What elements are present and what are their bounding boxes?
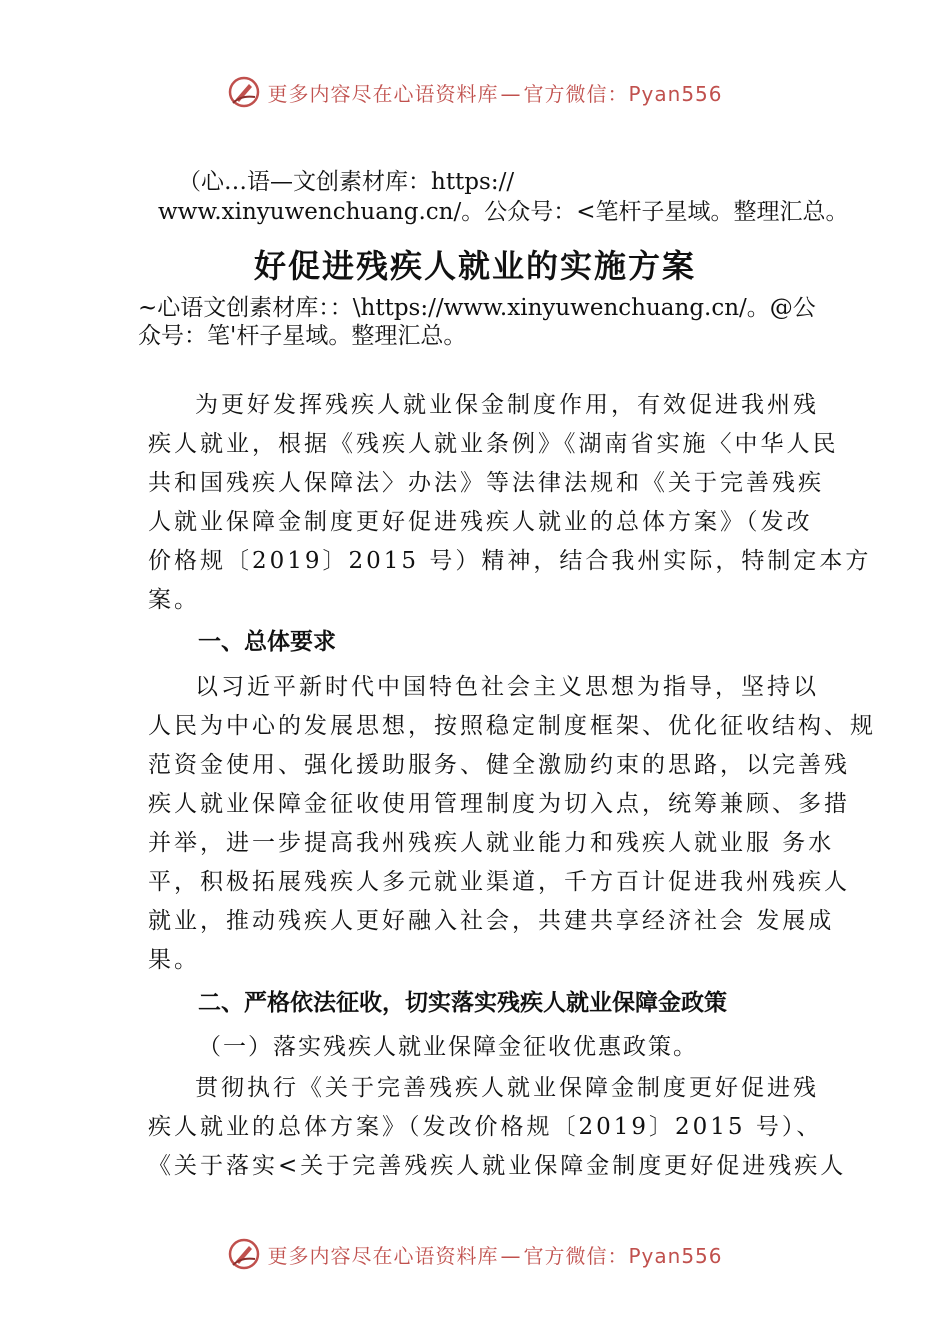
library-logo-icon	[227, 1237, 261, 1271]
paragraph2-line: 人民为中心的发展思想，按照稳定制度框架、优化征收结构、规	[148, 713, 876, 739]
banner-text	[267, 1240, 722, 1269]
banner-wechat-id: Pyan556	[628, 1243, 723, 1268]
paragraph3-line: 疾人就业的总体方案》（发改价格规〔2019〕2015 号）、	[148, 1114, 823, 1140]
library-logo-icon	[227, 75, 261, 109]
banner-wechat-id: Pyan556	[628, 81, 723, 106]
header-note-line-1: （心…语—文创素材库：https://	[178, 169, 515, 195]
paragraph2-line: 并举，进一步提高我州残疾人就业能力和残疾人就业服 务水	[148, 830, 835, 856]
section1-heading: 一、总体要求	[198, 629, 336, 655]
banner-main-text: 更多内容尽在心语资料库	[267, 81, 499, 106]
paragraph2-line: 就业，推动残疾人更好融入社会，共建共享经济社会 发展成	[148, 908, 835, 934]
section2-heading: 二、严格依法征收，切实落实残疾人就业保障金政策	[198, 990, 727, 1016]
paragraph2-line: 疾人就业保障金征收使用管理制度为切入点，统筹兼顾、多措	[148, 791, 850, 817]
subnote-line-2: 众号：笔'杆子星域。整理汇总。	[138, 323, 467, 349]
paragraph1-line: 人就业保障金制度更好促进残疾人就业的总体方案》（发改	[148, 509, 813, 535]
paragraph3-line: 《关于落实<关于完善残疾人就业保障金制度更好促进残疾人	[148, 1153, 847, 1179]
subsection1-heading: （一）落实残疾人就业保障金征收优惠政策。	[198, 1034, 698, 1060]
banner-separator: —	[500, 81, 522, 106]
banner-text	[267, 78, 722, 107]
banner-wechat-label: 官方微信：	[523, 81, 629, 106]
banner-main-text: 更多内容尽在心语资料库	[267, 1243, 499, 1268]
paragraph2-line: 果。	[148, 947, 200, 973]
paragraph1-line: 案。	[148, 587, 200, 613]
paragraph2-line: 平，积极拓展残疾人多元就业渠道，千方百计促进我州残疾人	[148, 869, 850, 895]
header-banner	[0, 70, 950, 114]
paragraph1-line: 价格规〔2019〕2015 号）精神，结合我州实际，特制定本方	[148, 548, 872, 574]
subnote-line-1: ~心语文创素材库：：\https://www.xinyuwenchuang.cn/。@公	[138, 295, 816, 321]
banner-wechat-label: 官方微信：	[523, 1243, 629, 1268]
paragraph1-line: 疾人就业，根据《残疾人就业条例》《湖南省实施〈中华人民	[148, 431, 839, 457]
paragraph1-line: 为更好发挥残疾人就业保金制度作用，有效促进我州残	[195, 392, 819, 418]
paragraph3-line: 贯彻执行《关于完善残疾人就业保障金制度更好促进残	[195, 1075, 819, 1101]
header-note-line-2: www.xinyuwenchuang.cn/。公众号：<笔杆子星域。整理汇总。	[158, 199, 849, 225]
paragraph2-line: 以习近平新时代中国特色社会主义思想为指导，坚持以	[195, 674, 819, 700]
page-title: 好促进残疾人就业的实施方案	[253, 247, 696, 285]
footer-banner	[0, 1232, 950, 1276]
paragraph2-line: 范资金使用、强化援助服务、健全激励约束的思路，以完善残	[148, 752, 850, 778]
banner-separator: —	[500, 1243, 522, 1268]
paragraph1-line: 共和国残疾人保障法〉办法》等法律法规和《关于完善残疾	[148, 470, 824, 496]
